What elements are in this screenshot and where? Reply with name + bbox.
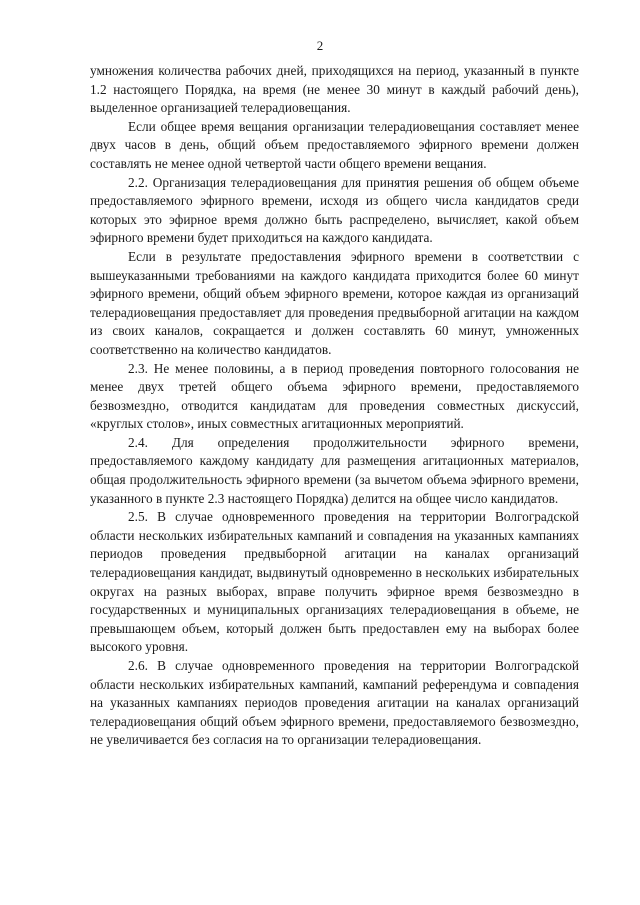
paragraph-2-4: 2.4. Для определения продолжительности эфирного времени, предоставляемого каждому кандидату для размещения агитационных материалов, общая продолжительность эфирного времени (за вычетом объема эфирного времени, указанного в пункте 2.3 настоящего Порядка) делится на общее число кандидатов.: [90, 434, 579, 506]
paragraph-60-minute-limit: Если в результате предоставления эфирного времени в соответствии с вышеуказанными требованиями на каждого кандидата приходится более 60 минут эфирного времени, общий объем эфирного времени, которое каждая из организаций телерадиовещания предоставляет для проведения предвыборной агитации на каждом из своих каналов, сокращается и должен составлять 60 минут, умноженных соответственно на количество кандидатов.: [90, 248, 579, 357]
paragraph-continuation: умножения количества рабочих дней, приходящихся на период, указанный в пункте 1.2 настоящего Порядка, на время (не менее 30 минут в каждый рабочий день), выделенное организацией телерадиовещания.: [90, 63, 579, 116]
paragraph-2-6: 2.6. В случае одновременного проведения на территории Волгоградской области нескольких избирательных кампаний, кампаний референдума и совпадения на указанных кампаниях периодов проведения агитации на каналах организаций телерадиовещания общий объем эфирного времени, предоставляемого безвозмездно, не увеличивается без согласия на то организации телерадиовещания.: [90, 658, 579, 748]
paragraph-2-3: 2.3. Не менее половины, а в период проведения повторного голосования не менее двух третей общего объема эфирного времени, предоставляемого безвозмездно, отводится кандидатам для проведения совместных дискуссий, «круглых столов», иных совместных агитационных мероприятий.: [90, 360, 579, 432]
paragraph-2-2: 2.2. Организация телерадиовещания для принятия решения об общем объеме предоставляемого эфирного времени, исходя из общего числа кандидатов среди которых это эфирное время должно быть распределено, вычисляет, какой объем эфирного времени будет приходиться на каждого кандидата.: [90, 174, 579, 246]
page-number: 2: [316, 38, 324, 53]
paragraph-broadcast-time-minimum: Если общее время вещания организации телерадиовещания составляет менее двух часов в день, общий объем предоставляемого эфирного времени должен составлять не менее одной четвертой части общего времени вещания.: [90, 118, 579, 171]
document-body: [90, 62, 579, 750]
paragraph-2-5: 2.5. В случае одновременного проведения на территории Волгоградской области нескольких избирательных кампаний и совпадения на указанных кампаниях периодов проведения предвыборной агитации на каналах организаций телерадиовещания кандидат, выдвинутый одновременно в нескольких избирательных округах на разных выборах, вправе получить эфирное время безвозмездно в государственных и муниципальных организациях телерадиовещания в объеме, не превышающем объем, который должен быть предоставлен ему на выборах более высокого уровня.: [90, 509, 579, 655]
